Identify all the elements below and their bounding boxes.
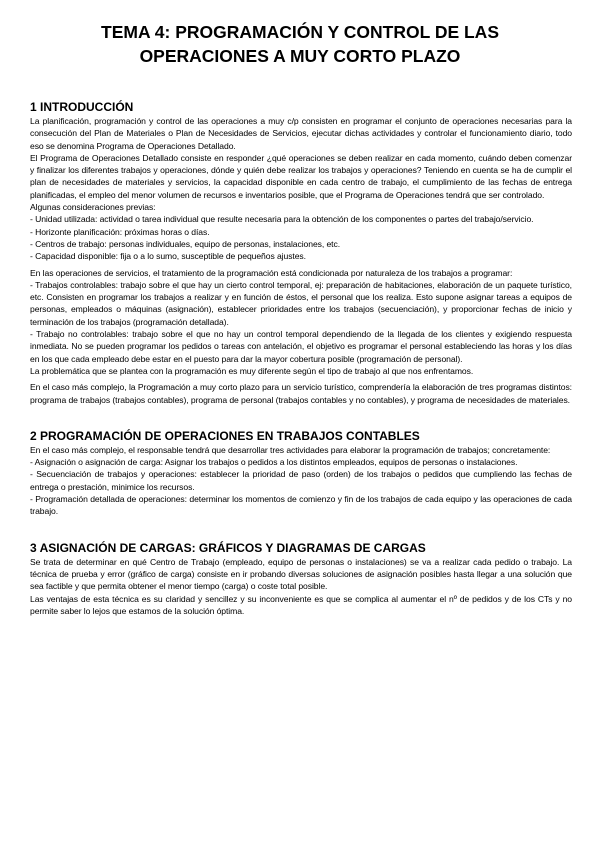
title-line-1: TEMA 4: PROGRAMACIÓN Y CONTROL DE LAS — [101, 22, 499, 42]
list-item: - Capacidad disponible: fija o a lo sumo, susceptible de pequeños ajustes. — [30, 251, 306, 262]
list-item: - Centros de trabajo: personas individuales, equipo de personas, instalaciones, etc. — [30, 238, 341, 249]
paragraph: Algunas consideraciones previas: — [30, 202, 156, 213]
section-heading: 3 ASIGNACIÓN DE CARGAS: GRÁFICOS Y DIAGRAMAS DE CARGAS — [30, 540, 426, 555]
list-item: - Trabajos controlables: trabajo sobre el que hay un cierto control temporal, ej: preparación de habitaciones, elaboración de un paquete turístico, etc. Consisten en programar los trabajos a realizar y en función de éstos, el personal que los realiza. Esto supone asignar tareas a equipos de personas, empleados o máquinas (asignación), establecer prioridades entre los trabajos (secuenciación), y proporcionar fechas de inicio y terminación de los trabajos (programación detallada). — [30, 279, 572, 327]
title-line-2: OPERACIONES A MUY CORTO PLAZO — [139, 46, 461, 66]
list-item: - Secuenciación de trabajos y operaciones: establecer la prioridad de paso (orden) de los trabajos o pedidos que cumpliendo las fechas de entrega o prestación, minimice los recursos. — [30, 469, 572, 492]
list-item: - Unidad utilizada: actividad o tarea individual que resulte necesaria para la obtención de los componentes o partes del trabajo/servicio. — [30, 214, 534, 225]
list-item: - Trabajo no controlables: trabajo sobre el que no hay un control temporal dependiendo de la llegada de los clientes y exigiendo respuesta inmediata. No se pueden programar los pedidos o tareas con antelación, el objetivo es programar el personal estableciendo las horas y los días en los que cada empleado debe estar en el puesto para dar la mayor cobertura posible (programación de personal). — [30, 329, 572, 364]
section-heading: 1 INTRODUCCIÓN — [30, 100, 134, 114]
list-item: - Asignación o asignación de carga: Asignar los trabajos o pedidos a los distintos empleados, equipos de personas o instalaciones. — [30, 457, 518, 468]
paragraph: En el caso más complejo, el responsable tendrá que desarrollar tres actividades para elaborar la programación de trabajos; concretamente: — [30, 444, 551, 455]
list-item: - Horizonte planificación: próximas horas o días. — [30, 226, 210, 237]
document-body — [30, 100, 572, 617]
paragraph: La planificación, programación y control de las operaciones a muy c/p consisten en programar el conjunto de operaciones necesarias para la consecución del Plan de Materiales o Plan de Necesidades de Servicios, ejecutar dichas actividades y controlar el funcionamiento diario, todo eso se denomina Programa de Operaciones Detallado. — [30, 116, 572, 151]
paragraph: Se trata de determinar en qué Centro de Trabajo (empleado, equipo de personas o instalaciones) se va a realizar cada pedido o trabajo. La técnica de prueba y error (gráfico de carga) consiste en ir probando diversas soluciones de asignación posibles hasta llegar a una solución que sea factible y que permita obtener el menor tiempo (carga) o coste total posible. — [30, 556, 572, 592]
section-asignacion-cargas — [30, 541, 572, 617]
paragraph: Las ventajas de esta técnica es su claridad y sencillez y su inconveniente es que se complica al aumentar el nº de pedidos y de los CTs y no permite saber lo lejos que estamos de la solución óptima. — [30, 593, 572, 616]
paragraph: En las operaciones de servicios, el tratamiento de la programación está condicionada por naturaleza de los trabajos a programar: — [30, 267, 513, 278]
section-heading: 2 PROGRAMACIÓN DE OPERACIONES EN TRABAJOS CONTABLES — [30, 428, 420, 443]
list-item: - Programación detallada de operaciones: determinar los momentos de comienzo y fin de los trabajos de cada equipo y las operaciones de cada trabajo. — [30, 494, 572, 517]
section-introduccion — [30, 100, 572, 406]
paragraph: La problemática que se plantea con la programación es muy diferente según el tipo de trabajo al que nos enfrentamos. — [30, 365, 474, 376]
document-title — [30, 20, 570, 68]
paragraph: El Programa de Operaciones Detallado consiste en responder ¿qué operaciones se deben realizar en cada momento, cuándo deben comenzar y finalizar los diferentes trabajos y operaciones, dónde y quién debe realizar los trabajos y operaciones? Teniendo en cuenta se ha de cumplir el plan de necesidades de materiales y servicios, la capacidad disponible en cada centro de trabajo, el cumplimiento de las fechas de entrega planificadas, el empleo del menor volumen de recursos e inventarios posible, que el Programa de Operaciones tendrá que ser controlado. — [30, 152, 572, 200]
paragraph: En el caso más complejo, la Programación a muy corto plazo para un servicio turístico, comprendería la elaboración de tres programas distintos: programa de trabajos (trabajos contables), programa de personal (trabajos contables y no contables), y programa de necesidades de materiales. — [30, 382, 572, 405]
section-programacion-operaciones — [30, 429, 572, 518]
